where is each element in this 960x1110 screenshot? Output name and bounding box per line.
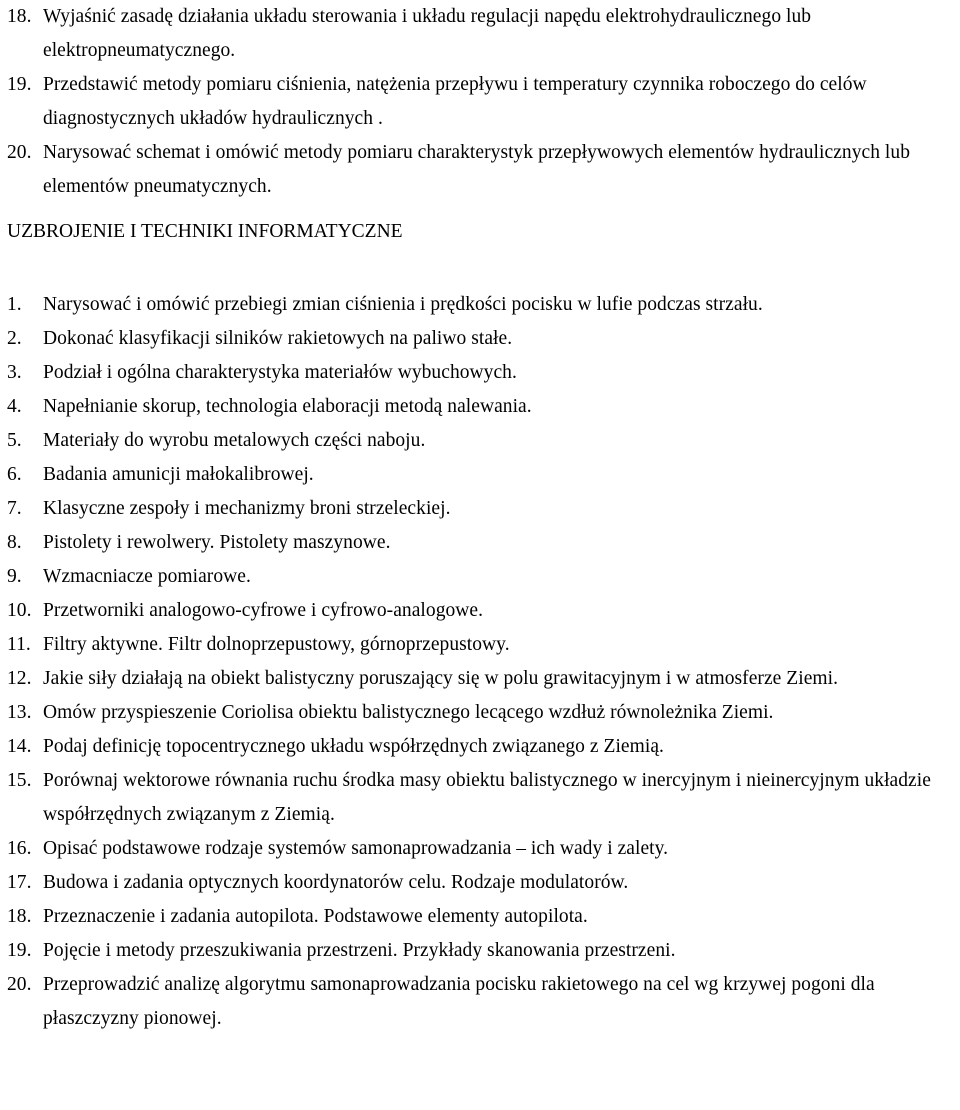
item-text: Jakie siły działają na obiekt balistyczny poruszający się w polu grawitacyjnym i w atmosferze Ziemi. [43,668,839,689]
item-number: 17. [7,872,32,893]
item-text: Napełnianie skorup, technologia elaboracji metodą nalewania. [43,396,532,417]
item-number: 18. [7,906,32,927]
list-item [0,866,960,900]
item-number: 8. [7,532,22,553]
item-number: 10. [7,600,32,621]
list-item [0,764,960,832]
item-number: 19. [7,74,32,95]
item-number: 7. [7,498,22,519]
item-number: 18. [7,6,32,27]
item-number: 3. [7,362,22,383]
item-number: 5. [7,430,22,451]
item-number: 4. [7,396,22,417]
item-number: 9. [7,566,22,587]
item-text: Klasyczne zespoły i mechanizmy broni strzeleckiej. [43,498,451,519]
item-number: 14. [7,736,32,757]
list-item [0,492,960,526]
item-number: 1. [7,294,22,315]
item-text: Podział i ogólna charakterystyka materiałów wybuchowych. [43,362,517,383]
item-number: 6. [7,464,22,485]
item-number: 19. [7,940,32,961]
list-item [0,136,960,204]
item-text: Przetworniki analogowo-cyfrowe i cyfrowo-analogowe. [43,600,484,621]
list-item [0,424,960,458]
list-item [0,458,960,492]
item-number: 2. [7,328,22,349]
list-item [0,288,960,322]
list-item [0,594,960,628]
item-text: Porównaj wektorowe równania ruchu środka masy obiektu balistycznego w inercyjnym i nieinercyjnym układzie współrzędnych związanym z Ziemią. [43,770,931,825]
list-item [0,526,960,560]
item-text: Przeprowadzić analizę algorytmu samonaprowadzania pocisku rakietowego na cel wg krzywej pogoni dla płaszczyzny pionowej. [43,974,875,1029]
list-item [0,68,960,136]
list-item [0,900,960,934]
item-number: 11. [7,634,31,655]
list-item [0,662,960,696]
item-number: 12. [7,668,32,689]
list-item [0,322,960,356]
list-item [0,628,960,662]
item-text: Badania amunicji małokalibrowej. [43,464,314,485]
item-number: 20. [7,142,32,163]
item-number: 16. [7,838,32,859]
item-text: Narysować i omówić przebiegi zmian ciśnienia i prędkości pocisku w lufie podczas strzału. [43,294,763,315]
item-text: Dokonać klasyfikacji silników rakietowych na paliwo stałe. [43,328,513,349]
list-item [0,356,960,390]
list-item [0,560,960,594]
question-list [0,288,960,1036]
item-text: Materiały do wyrobu metalowych części naboju. [43,430,426,451]
item-text: Podaj definicję topocentrycznego układu współrzędnych związanego z Ziemią. [43,736,664,757]
item-number: 13. [7,702,32,723]
item-text: Wyjaśnić zasadę działania układu sterowania i układu regulacji napędu elektrohydraulicznego lub elektropneumatycznego. [43,6,812,61]
item-text: Filtry aktywne. Filtr dolnoprzepustowy, górnoprzepustowy. [43,634,510,655]
section-heading: UZBROJENIE I TECHNIKI INFORMATYCZNE [7,221,403,242]
list-item [0,968,960,1036]
item-text: Przedstawić metody pomiaru ciśnienia, natężenia przepływu i temperatury czynnika roboczego do celów diagnostycznych układów hydraulicznych . [43,74,867,129]
list-item [0,730,960,764]
item-text: Przeznaczenie i zadania autopilota. Podstawowe elementy autopilota. [43,906,588,927]
list-item [0,934,960,968]
item-text: Narysować schemat i omówić metody pomiaru charakterystyk przepływowych elementów hydraulicznych lub elementów pneumatycznych. [43,142,911,197]
item-text: Budowa i zadania optycznych koordynatorów celu. Rodzaje modulatorów. [43,872,629,893]
list-item [0,390,960,424]
item-text: Opisać podstawowe rodzaje systemów samonaprowadzania – ich wady i zalety. [43,838,669,859]
list-item [0,0,960,68]
item-text: Pistolety i rewolwery. Pistolety maszynowe. [43,532,391,553]
item-number: 20. [7,974,32,995]
item-text: Omów przyspieszenie Coriolisa obiektu balistycznego lecącego wzdłuż równoleżnika Ziemi. [43,702,774,723]
list-item [0,696,960,730]
item-text: Pojęcie i metody przeszukiwania przestrzeni. Przykłady skanowania przestrzeni. [43,940,676,961]
previous-section-list [0,0,960,204]
item-text: Wzmacniacze pomiarowe. [43,566,251,587]
item-number: 15. [7,770,32,791]
list-item [0,832,960,866]
